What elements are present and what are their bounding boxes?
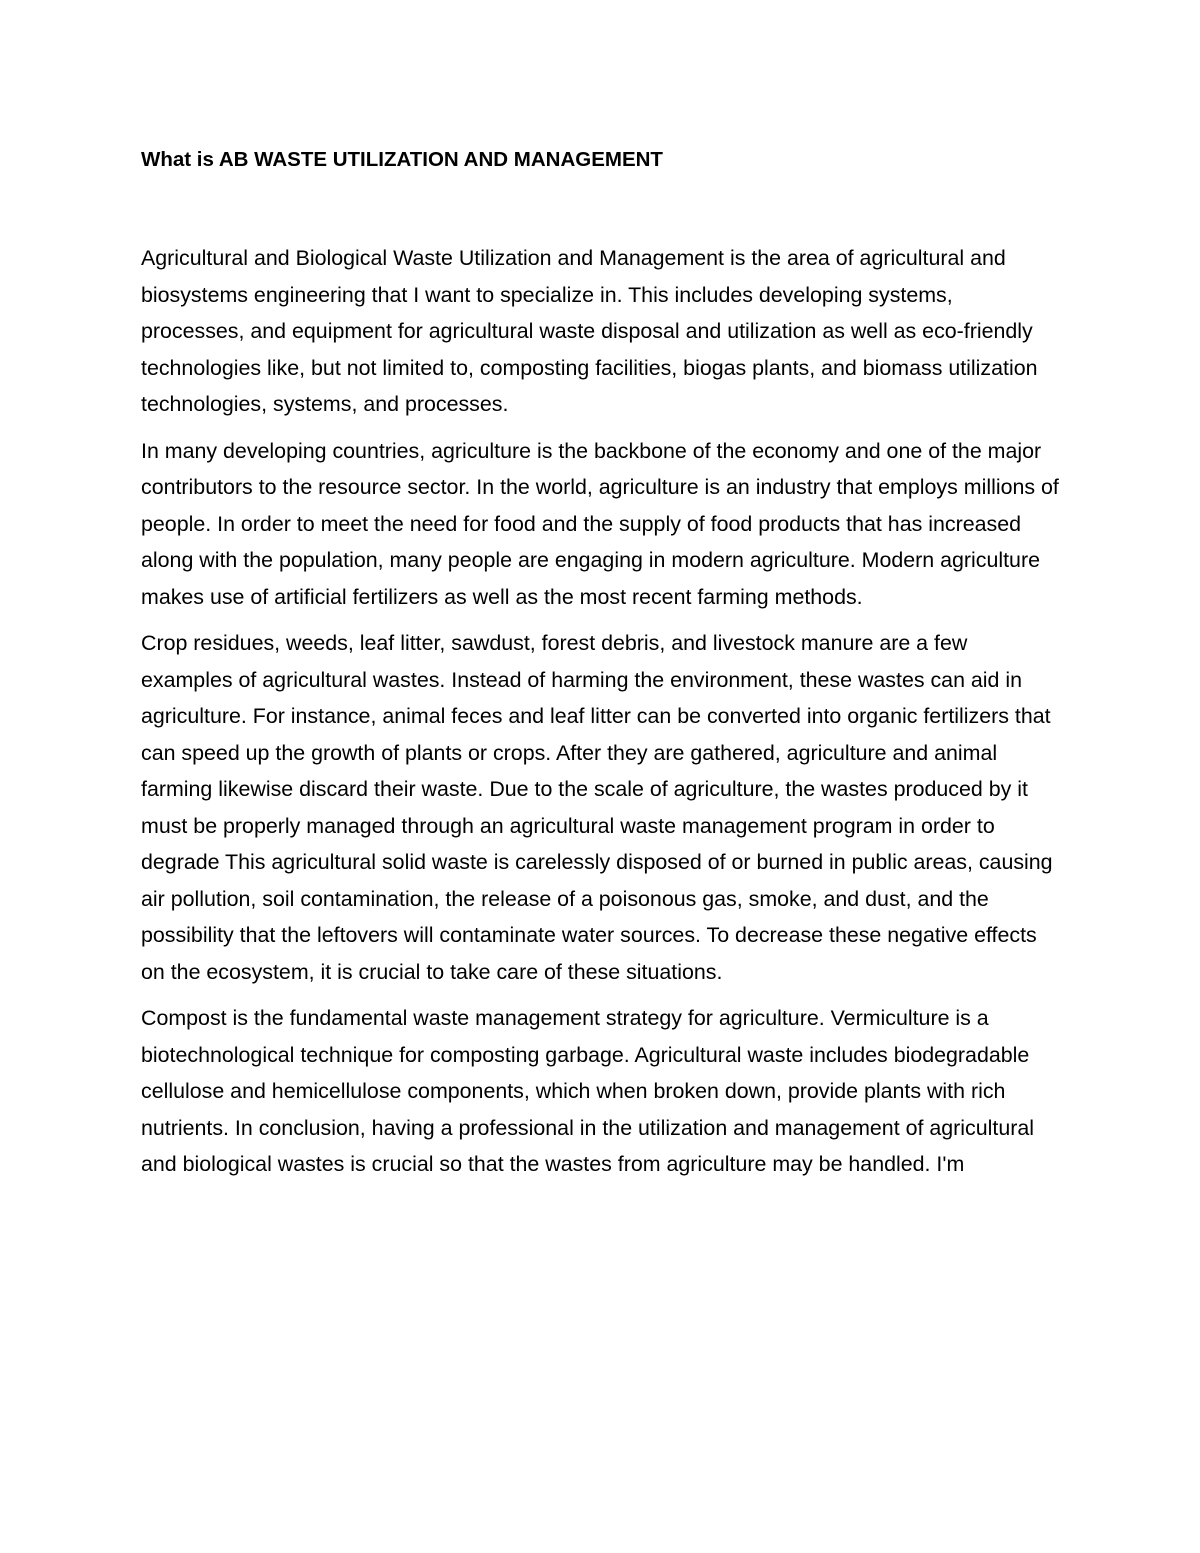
document-body <box>141 146 1061 1193</box>
paragraph-agriculture-economy: In many developing countries, agriculture is the backbone of the economy and one of the major contributors to the resource sector. In the world, agriculture is an industry that employs millions of people. In order to meet the need for food and the supply of food products that has increased along with the population, many people are engaging in modern agriculture. Modern agriculture makes use of artificial fertilizers as well as the most recent farming methods. <box>141 438 1059 609</box>
document-title: What is AB WASTE UTILIZATION AND MANAGEMENT <box>141 148 663 171</box>
paragraph-specialization: Agricultural and Biological Waste Utilization and Management is the area of agricultural and biosystems engineering that I want to specialize in. This includes developing systems, processes, and equipment for agricultural waste disposal and utilization as well as eco-friendly technologies like, but not limited to, composting facilities, biogas plants, and biomass utilization technologies, systems, and processes. <box>141 246 1038 416</box>
paragraph-agricultural-wastes: Crop residues, weeds, leaf litter, sawdust, forest debris, and livestock manure are a few examples of agricultural wastes. Instead of harming the environment, these wastes can aid in agriculture. For instance, animal feces and leaf litter can be converted into organic fertilizers that can speed up the growth of plants or crops. After they are gathered, agriculture and animal farming likewise discard their waste. Due to the scale of agriculture, the wastes produced by it must be properly managed through an agricultural waste management program in order to degrade This agricultural solid waste is carelessly disposed of or burned in public areas, causing air pollution, soil contamination, the release of a poisonous gas, smoke, and dust, and the possibility that the leftovers will contaminate water sources. To decrease these negative effects on the ecosystem, it is crucial to take care of these situations. <box>141 631 1053 984</box>
paragraph-compost-conclusion: Compost is the fundamental waste management strategy for agriculture. Vermiculture is a biotechnological technique for composting garbage. Agricultural waste includes biodegradable cellulose and hemicellulose components, which when broken down, provide plants with rich nutrients. In conclusion, having a professional in the utilization and management of agricultural and biological wastes is crucial so that the wastes from agriculture may be handled. I'm <box>141 1006 1034 1176</box>
